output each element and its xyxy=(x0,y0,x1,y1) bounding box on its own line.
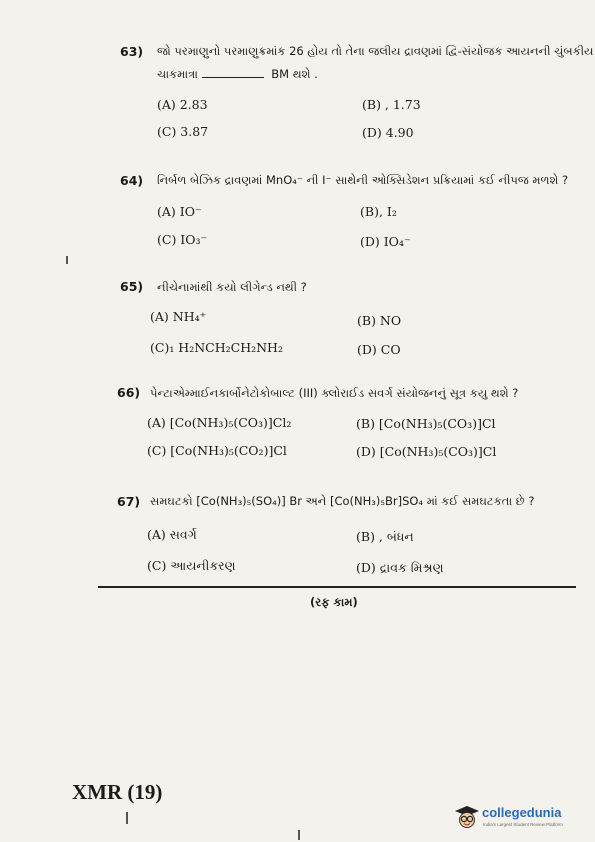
question-63-option-b: (B) , 1.73 xyxy=(362,97,421,112)
question-65-option-a: (A) NH₄⁺ xyxy=(150,309,207,324)
graduate-mascot-icon xyxy=(454,804,480,830)
question-66-option-c: (C) [Co(NH₃)₅(CO₂)]Cl xyxy=(147,443,287,458)
question-64-text: નિર્બળ બેઝિક દ્રાવણમાં MnO₄⁻ ની I⁻ સાથેની ઓક્સિડેશન પ્રક્રિયામાં કઈ નીપજ મળશે ? xyxy=(157,173,569,187)
question-67-number: 67) xyxy=(117,494,141,509)
question-63-option-d: (D) 4.90 xyxy=(362,125,414,140)
collegedunia-watermark xyxy=(454,802,574,832)
question-65-option-c: (C)₁ H₂NCH₂CH₂NH₂ xyxy=(150,340,283,355)
question-65-option-d: (D) CO xyxy=(357,342,401,357)
question-64-option-b: (B), I₂ xyxy=(360,204,397,219)
question-63-text: જો પરમાણુનો પરમાણુક્રમાંક 26 હોય તો તેના જલીય દ્રાવણમાં દ્વિ-સંયોજક આયનની ચુંબકીય xyxy=(157,44,594,58)
question-67-option-b: (B) , બંધન xyxy=(356,529,414,544)
question-66-number: 66) xyxy=(117,385,141,400)
question-66-option-d: (D) [Co(NH₃)₅(CO₃)]Cl xyxy=(356,444,497,459)
question-63-option-a: (A) 2.83 xyxy=(157,97,208,112)
question-64-number: 64) xyxy=(120,173,144,188)
question-65-text: નીચેનામાંથી કયો લીગેન્ડ નથી ? xyxy=(157,280,307,294)
question-64-option-c: (C) IO₃⁻ xyxy=(157,232,208,247)
watermark-tagline: India's Largest Student Review Platform xyxy=(483,822,563,827)
question-65-option-b: (B) NO xyxy=(357,313,402,328)
page-code: XMR (19) xyxy=(72,780,163,804)
scan-mark xyxy=(66,256,68,264)
question-64-option-a: (A) IO⁻ xyxy=(157,204,202,219)
answer-blank xyxy=(202,67,264,78)
question-65-number: 65) xyxy=(120,279,144,294)
question-66-text: પેન્ટાએમ્માઈનકાર્બોનેટોકોબાલ્ટ (III) ક્લોરાઈડ સવર્ગ સંયોજનનું સૂત્ર કયુ થશે ? xyxy=(150,386,519,400)
question-67-text: સમઘટકો [Co(NH₃)₅(SO₄)] Br અને [Co(NH₃)₅Br]SO₄ માં કઈ સમઘટકતા છે ? xyxy=(150,494,535,508)
question-67-option-d: (D) દ્રાવક મિશ્રણ xyxy=(356,560,444,575)
scan-mark xyxy=(126,812,128,824)
question-64-option-d: (D) IO₄⁻ xyxy=(360,234,411,249)
question-63-number: 63) xyxy=(120,44,144,59)
question-67-option-a: (A) સવર્ગ xyxy=(147,527,197,542)
question-63-option-c: (C) 3.87 xyxy=(157,124,209,139)
question-66-option-a: (A) [Co(NH₃)₅(CO₃)]Cl₂ xyxy=(147,415,292,430)
watermark-brand: collegedunia xyxy=(482,805,562,820)
question-63-text-line2: ચાકમાત્રા BM થશે . xyxy=(157,67,318,81)
scan-mark xyxy=(298,830,300,840)
question-67-option-c: (C) આયનીકરણ xyxy=(147,558,236,573)
question-66-option-b: (B) [Co(NH₃)₅(CO₃)]Cl xyxy=(356,416,496,431)
rough-work-label: (રફ કામ) xyxy=(310,595,358,609)
section-divider xyxy=(98,586,576,588)
